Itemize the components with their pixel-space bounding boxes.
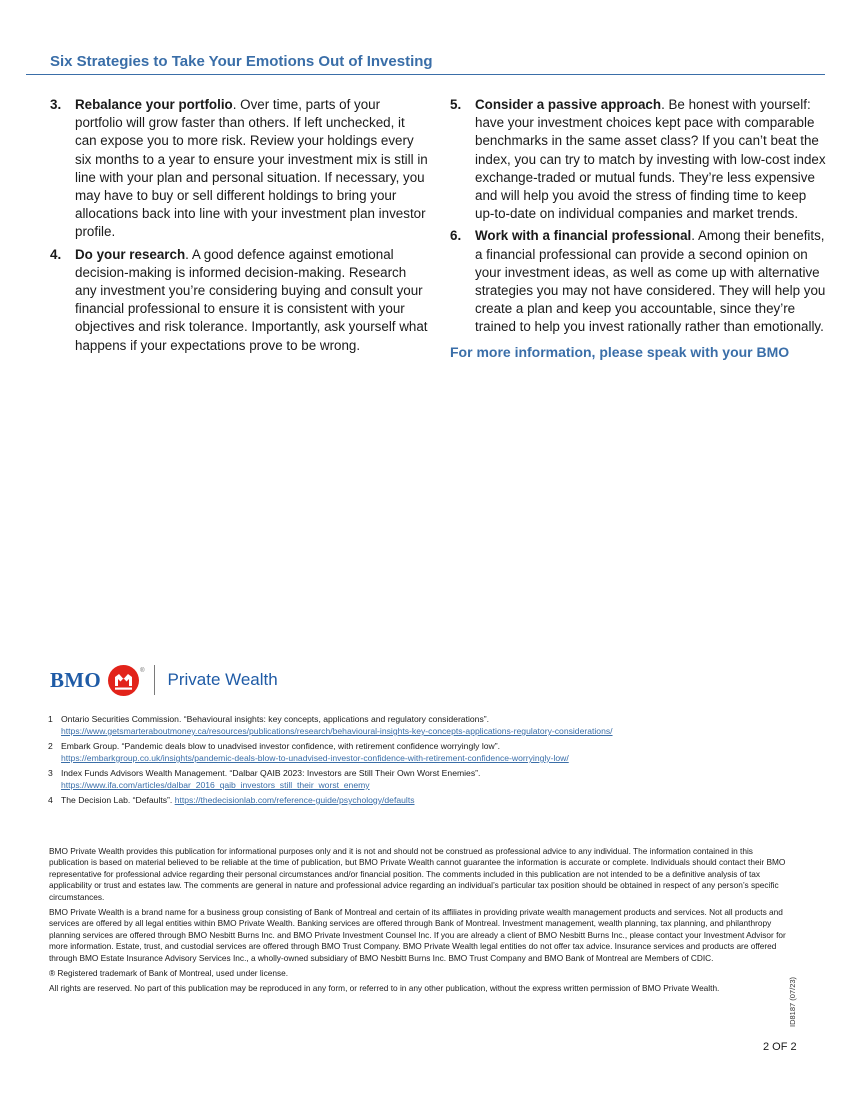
item-number: 4. bbox=[50, 246, 62, 262]
list-item bbox=[50, 96, 428, 242]
footnote-text: Ontario Securities Commission. “Behavioural insights: key concepts, applications and regulatory considerations”. bbox=[61, 714, 489, 724]
logo-wordmark: BMO bbox=[50, 667, 102, 692]
footnote-text: Embark Group. “Pandemic deals blow to unadvised investor confidence, with retirement confidence worryingly low”. bbox=[61, 741, 500, 751]
list-item bbox=[50, 246, 428, 355]
footnote-number: 1 bbox=[48, 714, 53, 724]
page-header-title: Six Strategies to Take Your Emotions Out of Investing bbox=[50, 53, 433, 70]
footnote-link[interactable]: https://embarkgroup.co.uk/insights/pandemic-deals-blow-to-unadvised-investor-confidence-with-retirement-confidence-worryingly-low/ bbox=[61, 753, 569, 763]
item-title: Work with a financial professional bbox=[475, 228, 692, 244]
disclaimer-paragraph: BMO Private Wealth provides this publication for informational purposes only and it is not and should not be construed as professional advice to any individual. The information contained in this publication is based on material believed to be reliable at the time of publication, but BMO Private Wealth cannot guarantee the information is accurate or complete. Individuals should contact their BMO representative for professional advice regarding their personal circumstances and/or financial position. The comments included in this publication are not intended to be a definitive analysis of tax applicability or trust and estates law. The comments are general in nature and professional advice regarding an individual’s particular tax position should be obtained in respect of any person’s specific circumstances. bbox=[49, 846, 786, 902]
item-title: Rebalance your portfolio bbox=[75, 97, 233, 112]
logo-divider bbox=[154, 665, 155, 695]
list-item bbox=[450, 96, 828, 223]
item-text: . A good defence against emotional decision-making is informed decision-making. Research any investment you’re considering buying and consult your financial professional to ensure it is consistent with your objectives and risk tolerance. Importantly, ask yourself what happens if your expectations prove to be wrong. bbox=[75, 246, 428, 353]
footnote-number: 3 bbox=[48, 768, 53, 778]
item-number: 6. bbox=[450, 228, 462, 244]
more-info-callout: For more information, please speak with your BMO bbox=[450, 343, 790, 360]
footnote bbox=[48, 794, 768, 806]
disclaimer-paragraph: ® Registered trademark of Bank of Montreal, used under license. bbox=[49, 968, 289, 979]
legal-disclaimer bbox=[49, 846, 791, 999]
registered-mark: ® bbox=[140, 668, 145, 674]
bmo-private-wealth-logo bbox=[50, 662, 278, 698]
item-number: 3. bbox=[50, 97, 62, 112]
footnote bbox=[48, 767, 768, 791]
left-column bbox=[50, 96, 428, 359]
footnote-link[interactable]: https://www.getsmarteraboutmoney.ca/resources/publications/research/behavioural-insights-key-concepts-applications-regulatory-considerations/ bbox=[61, 726, 613, 736]
list-item bbox=[450, 227, 828, 336]
logo-subtitle: Private Wealth bbox=[167, 670, 278, 689]
disclaimer-paragraph: All rights are reserved. No part of this publication may be reproduced in any form, or referred to in any other publication, without the express written permission of BMO Private Wealth. bbox=[49, 983, 720, 994]
item-text: . Among their benefits, a financial professional can provide a second opinion on your investment ideas, as well as come up with alternative strategies you may not have considered. They will help you create a plan and keep you accountable, since they’re trained to help you invest rationally rather than emotionally. bbox=[475, 228, 826, 335]
footnote bbox=[48, 713, 768, 737]
disclaimer-paragraph: BMO Private Wealth is a brand name for a business group consisting of Bank of Montreal and certain of its affiliates in providing private wealth management products and services. Not all products and services are offered by all legal entities within BMO Private Wealth. Banking services are offered through Bank of Montreal. Investment management, wealth planning, tax planning, and philanthropy planning services are offered through BMO Nesbitt Burns Inc. and BMO Private Investment Counsel Inc. If you are already a client of BMO Nesbitt Burns Inc., please contact your Investment Advisor for more information. Estate, trust, and custodial services are offered through BMO Trust Company. BMO Private Wealth legal entities do not offer tax advice. Insurance services and products are offered through BMO Estate Insurance Advisory Services Inc., a wholly-owned subsidiary of BMO Nesbitt Burns Inc. BMO Trust Company and BMO Bank of Montreal are Members of CDIC. bbox=[49, 907, 786, 963]
item-title: Do your research bbox=[75, 246, 186, 262]
header-divider bbox=[26, 74, 825, 75]
footnotes bbox=[48, 713, 768, 809]
footnote bbox=[48, 740, 768, 764]
item-text: . Over time, parts of your portfolio will grow faster than others. If left unchecked, it can expose you to more risk. Review your holdings every six months to a year to ensure your investment mix is still in line with your plan and personal situation. If necessary, you may have to buy or sell different holdings to bring your allocations back into line with your investment plan investor profile. bbox=[75, 97, 428, 240]
footnote-text: Index Funds Advisors Wealth Management. “Dalbar QAIB 2023: Investors are Still Their Own Worst Enemies”. bbox=[61, 768, 481, 778]
item-title: Consider a passive approach bbox=[475, 97, 662, 112]
footnote-number: 4 bbox=[48, 795, 53, 805]
footnote-link[interactable]: https://www.ifa.com/articles/dalbar_2016_qaib_investors_still_their_worst_enemy bbox=[61, 780, 370, 790]
item-number: 5. bbox=[450, 97, 462, 112]
footnote-link[interactable]: https://thedecisionlab.com/reference-guide/psychology/defaults bbox=[174, 795, 415, 805]
footnote-number: 2 bbox=[48, 741, 53, 751]
bmo-roundel-icon bbox=[108, 665, 139, 696]
page-number: 2 OF 2 bbox=[763, 1041, 797, 1053]
document-code: ID8187 (07/23) bbox=[788, 976, 797, 1027]
right-column bbox=[450, 96, 828, 361]
item-text: . Be honest with yourself: have your investment choices kept pace with comparable benchmarks in the same asset class? If you can’t beat the index, you can try to match by investing with low-cost index exchange-traded or mutual funds. They’re less expensive and will help you avoid the stress of finding time to keep up-to-date on individual companies and market trends. bbox=[475, 97, 826, 222]
footnote-text: The Decision Lab. “Defaults”. bbox=[61, 795, 175, 805]
